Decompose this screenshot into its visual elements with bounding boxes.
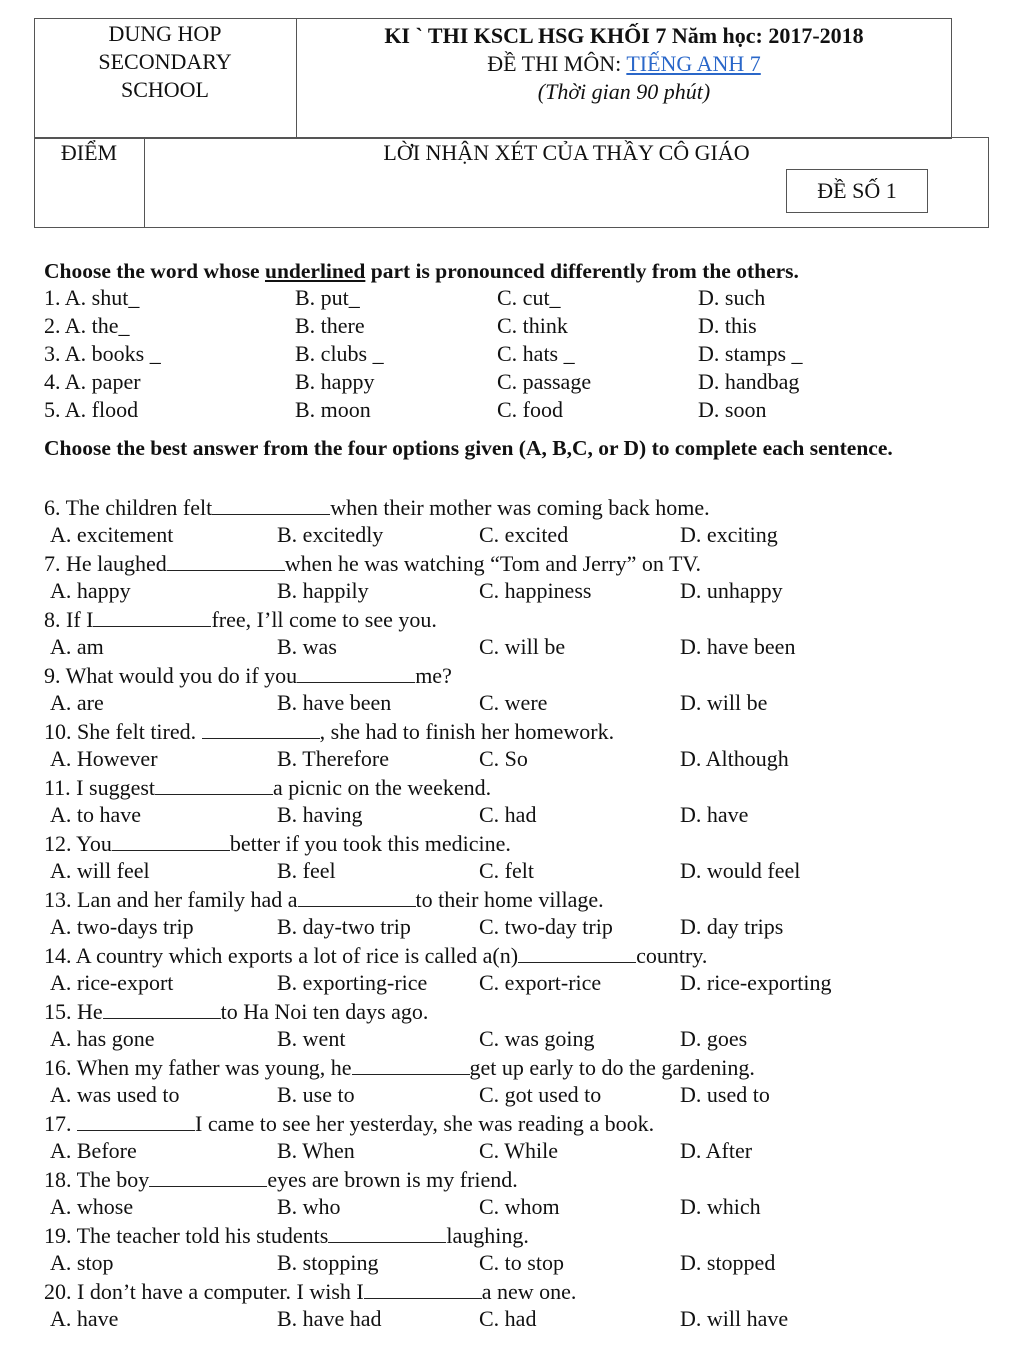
option-a[interactable]: A. will feel — [50, 858, 150, 883]
answer-options — [0, 1082, 930, 1110]
option-a[interactable]: A. happy — [50, 578, 131, 603]
option-a[interactable]: A. stop — [50, 1250, 114, 1275]
option-c — [497, 369, 591, 395]
option-c[interactable]: C. While — [479, 1138, 559, 1163]
answer-blank[interactable] — [93, 608, 211, 627]
answer-blank[interactable] — [112, 832, 230, 851]
option-d — [698, 285, 765, 311]
exam-info — [296, 22, 952, 106]
option-a — [44, 285, 139, 311]
stem-before: 18. The boy — [44, 1167, 150, 1192]
option-d[interactable]: D. used to — [680, 1082, 770, 1107]
option-d[interactable]: D. will have — [680, 1306, 789, 1331]
subject-link[interactable]: TIẾNG ANH 7 — [626, 51, 761, 76]
question-stem — [44, 606, 437, 634]
answer-blank[interactable] — [298, 888, 416, 907]
stem-before: 13. Lan and her family had a — [44, 887, 298, 912]
stem-after: country. — [636, 943, 708, 968]
option-a[interactable]: A. However — [50, 746, 158, 771]
option-b[interactable]: B. have been — [277, 690, 392, 715]
answer-blank[interactable] — [212, 496, 330, 515]
option-a[interactable]: A. am — [50, 634, 104, 659]
answer-options — [0, 634, 930, 662]
option-text: B. put_ — [295, 285, 360, 310]
stem-before: 6. The children felt — [44, 495, 213, 520]
question-number: 5. — [44, 397, 61, 422]
option-d[interactable]: D. day trips — [680, 914, 784, 939]
stem-before: 15. He — [44, 999, 103, 1024]
stem-after: to Ha Noi ten days ago. — [220, 999, 429, 1024]
answer-options — [0, 802, 930, 830]
pronunciation-question — [0, 369, 930, 397]
option-c[interactable]: C. to stop — [479, 1250, 564, 1275]
stem-after: free, I’ll come to see you. — [211, 607, 437, 632]
question-stem — [44, 998, 428, 1026]
option-c[interactable]: C. So — [479, 746, 528, 771]
stem-before: 10. She felt tired. — [44, 719, 202, 744]
question-stem — [44, 1166, 518, 1194]
pronunciation-question — [0, 397, 930, 425]
answer-options — [0, 522, 930, 550]
answer-blank[interactable] — [328, 1224, 446, 1243]
option-b — [295, 397, 371, 423]
school-line-1: DUNG HOP — [108, 21, 222, 46]
option-a — [44, 341, 161, 367]
option-text: A. flood — [64, 397, 139, 422]
option-text: D. such — [698, 285, 766, 310]
answer-blank[interactable] — [518, 944, 636, 963]
question-number: 4. — [44, 369, 61, 394]
section1-title-start: Choose the word whose — [44, 259, 265, 283]
stem-before: 12. You — [44, 831, 112, 856]
option-d — [698, 369, 799, 395]
stem-after: a picnic on the weekend. — [273, 775, 492, 800]
option-c[interactable]: C. will be — [479, 634, 566, 659]
option-a[interactable]: A. Before — [50, 1138, 137, 1163]
option-c — [497, 313, 568, 339]
option-d[interactable]: D. would feel — [680, 858, 801, 883]
option-d[interactable]: D. stopped — [680, 1250, 776, 1275]
section2-title: Choose the best answer from the four options given (A, B,C, or D) to complete each sentence. — [44, 436, 893, 460]
option-b[interactable]: B. Therefore — [277, 746, 389, 771]
option-a[interactable]: A. have — [50, 1306, 119, 1331]
option-d[interactable]: D. exciting — [680, 522, 778, 547]
school-name — [34, 20, 296, 104]
option-c — [497, 397, 563, 423]
option-text: A. shut_ — [64, 285, 140, 310]
stem-after: laughing. — [446, 1223, 529, 1248]
option-text: C. cut_ — [497, 285, 561, 310]
subject-prefix: ĐỀ THI MÔN: — [487, 51, 622, 76]
option-text: B. happy — [295, 369, 375, 394]
option-b[interactable]: B. use to — [277, 1082, 355, 1107]
stem-before: 14. A country which exports a lot of rice is called a(n) — [44, 943, 519, 968]
stem-after: when their mother was coming back home. — [330, 495, 710, 520]
answer-options — [0, 1306, 930, 1334]
option-b[interactable]: B. was — [277, 634, 337, 659]
option-a[interactable]: A. excitement — [50, 522, 174, 547]
option-c[interactable]: C. were — [479, 690, 548, 715]
question-stem — [44, 1278, 576, 1306]
option-b[interactable]: B. have had — [277, 1306, 382, 1331]
section1-title — [44, 257, 956, 285]
option-b[interactable]: B. feel — [277, 858, 336, 883]
stem-after: a new one. — [481, 1279, 577, 1304]
option-d — [698, 397, 766, 423]
answer-blank[interactable] — [103, 1000, 221, 1019]
answer-blank[interactable] — [202, 720, 320, 739]
option-text: D. soon — [698, 397, 767, 422]
question-stem — [44, 886, 604, 914]
option-d[interactable]: D. which — [680, 1194, 761, 1219]
option-b[interactable]: B. went — [277, 1026, 346, 1051]
option-b[interactable]: B. having — [277, 802, 363, 827]
answer-options — [0, 1250, 930, 1278]
option-b[interactable]: B. day-two trip — [277, 914, 411, 939]
option-text: C. think — [497, 313, 568, 338]
answer-options — [0, 970, 930, 998]
stem-before: 17. — [44, 1111, 77, 1136]
question-stem — [44, 718, 614, 746]
stem-before: 19. The teacher told his students — [44, 1223, 329, 1248]
question-stem — [44, 1054, 755, 1082]
option-d — [698, 313, 757, 339]
option-a[interactable]: A. was used to — [50, 1082, 180, 1107]
stem-after: when he was watching “Tom and Jerry” on TV. — [284, 551, 701, 576]
option-a[interactable]: A. rice-export — [50, 970, 174, 995]
exam-title: KI ` THI KSCL HSG KHỐI 7 Năm học: 2017-2018 — [384, 23, 864, 48]
question-stem — [44, 1110, 654, 1138]
answer-blank[interactable] — [364, 1280, 482, 1299]
answer-options — [0, 1138, 930, 1166]
option-c[interactable]: C. got used to — [479, 1082, 602, 1107]
option-text: B. clubs _ — [295, 341, 384, 366]
score-label: ĐIỂM — [60, 140, 118, 165]
answer-options — [0, 690, 930, 718]
stem-before: 20. I don’t have a computer. I wish I — [44, 1279, 364, 1304]
question-stem — [44, 494, 710, 522]
option-c — [497, 285, 561, 311]
option-d[interactable]: D. Although — [680, 746, 789, 771]
option-text: C. food — [497, 397, 563, 422]
option-d[interactable]: D. rice-exporting — [680, 970, 832, 995]
option-text: A. paper — [64, 369, 141, 394]
answer-blank[interactable] — [352, 1056, 470, 1075]
question-number: 3. — [44, 341, 61, 366]
option-b[interactable]: B. stopping — [277, 1250, 379, 1275]
option-a[interactable]: A. to have — [50, 802, 142, 827]
option-c — [497, 341, 575, 367]
option-b[interactable]: B. When — [277, 1138, 355, 1163]
stem-after: eyes are brown is my friend. — [267, 1167, 518, 1192]
answer-blank[interactable] — [297, 664, 415, 683]
option-text: D. stamps _ — [698, 341, 803, 366]
option-d[interactable]: D. will be — [680, 690, 768, 715]
stem-after: me? — [415, 663, 452, 688]
option-d[interactable]: D. have — [680, 802, 749, 827]
option-text: B. moon — [295, 397, 371, 422]
option-d[interactable]: D. have been — [680, 634, 796, 659]
school-line-3: SCHOOL — [120, 77, 209, 102]
option-text: A. books _ — [64, 341, 161, 366]
question-stem — [44, 662, 452, 690]
pronunciation-question — [0, 285, 930, 313]
stem-before: 16. When my father was young, he — [44, 1055, 352, 1080]
answer-blank[interactable] — [149, 1168, 267, 1187]
option-c[interactable]: C. happiness — [479, 578, 592, 603]
stem-after: better if you took this medicine. — [229, 831, 511, 856]
question-stem — [44, 774, 491, 802]
stem-before: 8. If I — [44, 607, 94, 632]
pronunciation-question — [0, 313, 930, 341]
option-a — [44, 369, 141, 395]
option-a[interactable]: A. two-days trip — [50, 914, 194, 939]
section1-title-end: part is pronounced differently from the others. — [365, 259, 799, 283]
option-b — [295, 313, 365, 339]
exam-code-box: ĐỀ SỐ 1 — [786, 169, 928, 213]
stem-after: , she had to finish her homework. — [319, 719, 615, 744]
option-d[interactable]: D. After — [680, 1138, 753, 1163]
answer-options — [0, 578, 930, 606]
answer-options — [0, 746, 930, 774]
option-b[interactable]: B. excitedly — [277, 522, 384, 547]
option-text: C. passage — [497, 369, 592, 394]
section1-title-underlined: underlined — [264, 259, 366, 283]
option-c[interactable]: C. whom — [479, 1194, 560, 1219]
answer-blank[interactable] — [77, 1112, 195, 1131]
option-d — [698, 341, 803, 367]
option-c[interactable]: C. had — [479, 1306, 537, 1331]
question-stem — [44, 1222, 529, 1250]
stem-after: I came to see her yesterday, she was reading a book. — [195, 1111, 655, 1136]
option-a — [44, 313, 130, 339]
option-text: D. this — [698, 313, 757, 338]
question-stem — [44, 830, 511, 858]
option-a[interactable]: A. has gone — [50, 1026, 155, 1051]
exam-duration: (Thời gian 90 phút) — [537, 79, 711, 104]
stem-before: 7. He laughed — [44, 551, 167, 576]
option-c[interactable]: C. two-day trip — [479, 914, 613, 939]
question-stem — [44, 550, 701, 578]
option-a — [44, 397, 138, 423]
option-d[interactable]: D. unhappy — [680, 578, 783, 603]
option-c[interactable]: C. had — [479, 802, 537, 827]
comment-label: LỜI NHẬN XÉT CỦA THẦY CÔ GIÁO — [383, 140, 750, 165]
question-number: 1. — [44, 285, 61, 310]
stem-after: to their home village. — [415, 887, 604, 912]
stem-before: 9. What would you do if you — [44, 663, 298, 688]
option-text: A. the_ — [64, 313, 130, 338]
pronunciation-question — [0, 341, 930, 369]
school-line-2: SECONDARY — [98, 49, 232, 74]
option-c[interactable]: C. felt — [479, 858, 534, 883]
answer-blank[interactable] — [167, 552, 285, 571]
question-number: 2. — [44, 313, 61, 338]
option-c[interactable]: C. was going — [479, 1026, 595, 1051]
option-a[interactable]: A. are — [50, 690, 104, 715]
option-d[interactable]: D. goes — [680, 1026, 748, 1051]
answer-options — [0, 914, 930, 942]
exam-subject — [296, 50, 952, 78]
option-text: C. hats _ — [497, 341, 575, 366]
stem-after: get up early to do the gardening. — [469, 1055, 755, 1080]
option-text: B. there — [295, 313, 365, 338]
option-a[interactable]: A. whose — [50, 1194, 134, 1219]
answer-options — [0, 1194, 930, 1222]
option-text: D. handbag — [698, 369, 800, 394]
answer-options — [0, 1026, 930, 1054]
option-b — [295, 285, 360, 311]
stem-before: 11. I suggest — [44, 775, 156, 800]
option-b — [295, 341, 384, 367]
duration-text: Thời gian 90 phút — [545, 79, 703, 104]
option-c[interactable]: C. export-rice — [479, 970, 602, 995]
answer-options — [0, 858, 930, 886]
option-b[interactable]: B. exporting-rice — [277, 970, 428, 995]
question-stem — [44, 942, 707, 970]
answer-blank[interactable] — [155, 776, 273, 795]
option-b[interactable]: B. happily — [277, 578, 369, 603]
option-c[interactable]: C. excited — [479, 522, 569, 547]
option-b[interactable]: B. who — [277, 1194, 341, 1219]
option-b — [295, 369, 374, 395]
